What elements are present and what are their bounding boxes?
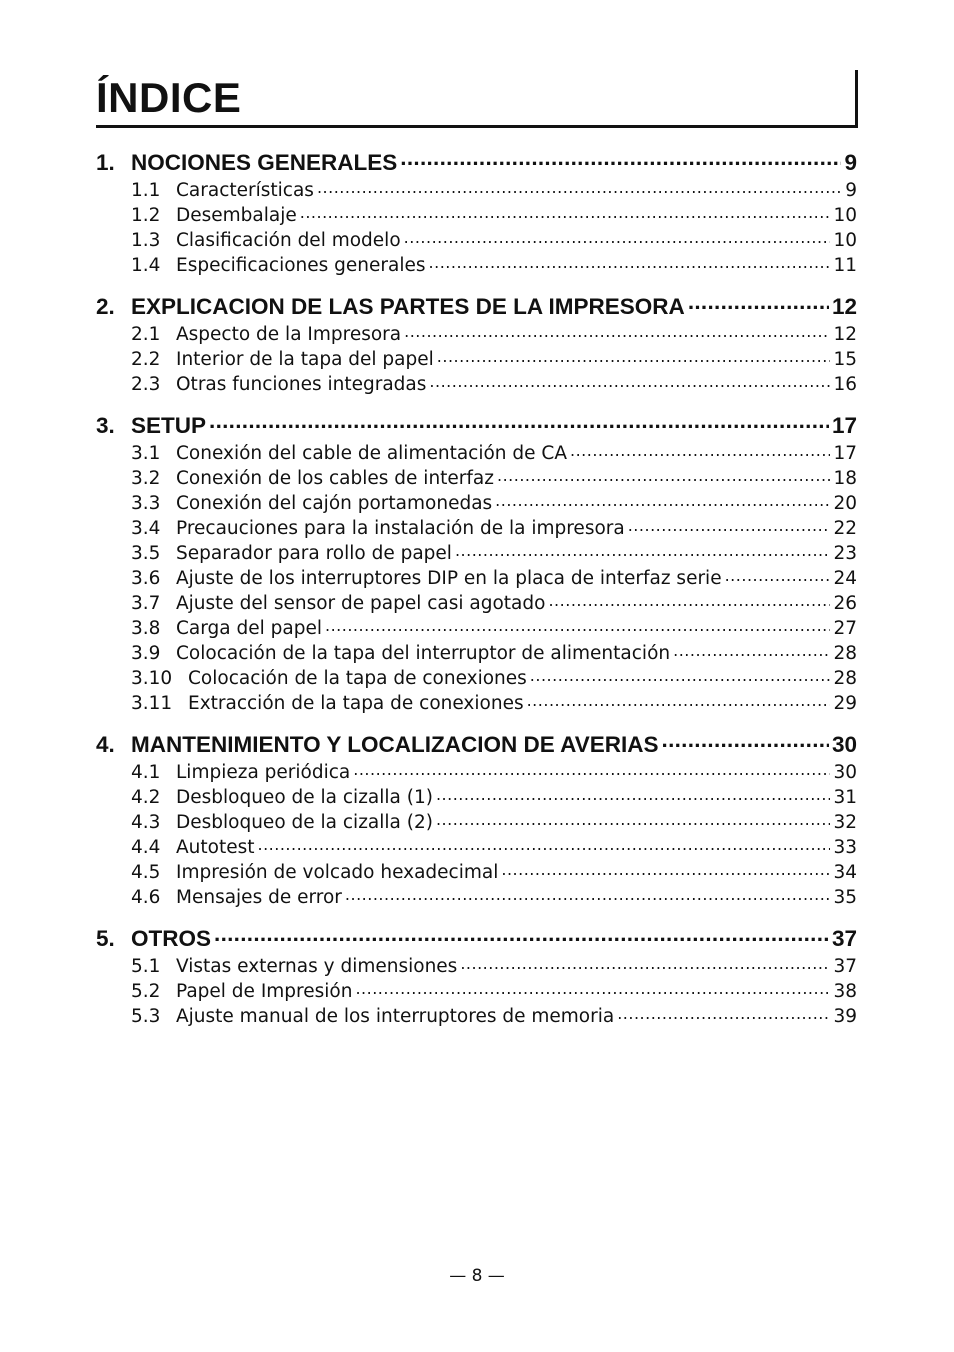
item-page: 17 [833,442,857,464]
dot-leader [400,147,841,170]
item-title: Características [176,179,314,201]
section-number: 5. [96,925,115,951]
item-page: 9 [845,179,857,201]
item-number: 3.9 [131,642,161,664]
dot-leader [404,227,831,246]
item-page: 12 [833,323,857,345]
section-page: 17 [831,412,857,438]
item-number: 4.4 [131,836,161,858]
toc-sub-entry[interactable] [96,465,857,490]
item-page: 27 [833,617,857,639]
dot-leader [570,440,830,459]
item-title: Limpieza periódica [176,761,351,783]
item-title: Separador para rollo de papel [176,542,452,564]
section-number: 3. [96,412,115,438]
toc-sub-entry[interactable] [96,690,857,715]
item-number: 2.1 [131,323,161,345]
dot-leader [404,321,830,340]
dot-leader [355,978,830,997]
toc-section-3 [96,410,857,715]
section-page: 9 [844,149,857,175]
toc-sub-entry[interactable] [96,640,857,665]
toc-sub-entry[interactable] [96,346,857,371]
item-title: Otras funciones integradas [176,373,427,395]
section-title: EXPLICACION DE LAS PARTES DE LA IMPRESORA [131,293,685,319]
item-title: Clasificación del modelo [176,229,401,251]
toc-sub-entry[interactable] [96,953,857,978]
item-page: 18 [833,467,857,489]
title-block [96,70,858,128]
item-page: 34 [833,861,857,883]
dot-leader [455,540,831,559]
section-title: OTROS [131,925,212,951]
item-page: 37 [833,955,857,977]
toc-sub-entry[interactable] [96,371,857,396]
toc-sub-entry[interactable] [96,590,857,615]
item-number: 2.3 [131,373,161,395]
dot-leader [688,291,829,314]
dot-leader [214,923,829,946]
section-number: 2. [96,293,115,319]
item-title: Carga del papel [176,617,322,639]
toc-main-entry[interactable] [96,410,857,440]
item-number: 4.5 [131,861,161,883]
item-page: 26 [833,592,857,614]
item-page: 11 [833,254,857,276]
toc-sub-entry[interactable] [96,177,857,202]
section-page: 37 [831,925,857,951]
item-number: 3.3 [131,492,161,514]
dot-leader [725,565,831,584]
toc-sub-entry[interactable] [96,884,857,909]
section-page: 30 [831,731,857,757]
item-title: Ajuste de los interruptores DIP en la placa de interfaz serie [176,567,722,589]
item-title: Aspecto de la Impresora [176,323,402,345]
item-title: Mensajes de error [176,886,342,908]
toc-sub-entry[interactable] [96,859,857,884]
toc-sub-entry[interactable] [96,540,857,565]
item-title: Autotest [176,836,255,858]
dot-leader [436,809,831,828]
item-title: Impresión de volcado hexadecimal [176,861,499,883]
toc-sub-entry[interactable] [96,515,857,540]
toc-sub-entry[interactable] [96,759,857,784]
dot-leader [673,640,830,659]
dot-leader [501,859,830,878]
dot-leader [497,465,830,484]
item-page: 24 [833,567,857,589]
toc-sub-entry[interactable] [96,202,857,227]
item-page: 23 [833,542,857,564]
item-number: 3.2 [131,467,161,489]
item-number: 5.1 [131,955,161,977]
item-number: 4.3 [131,811,161,833]
item-title: Papel de Impresión [176,980,353,1002]
toc-sub-entry[interactable] [96,252,857,277]
toc-sub-entry[interactable] [96,321,857,346]
toc-main-entry[interactable] [96,291,857,321]
item-number: 1.3 [131,229,161,251]
toc-sub-entry[interactable] [96,809,857,834]
item-number: 4.6 [131,886,161,908]
item-title: Conexión del cajón portamonedas [176,492,493,514]
dot-leader [617,1003,830,1022]
item-page: 10 [833,204,857,226]
dot-leader [527,690,831,709]
item-page: 35 [833,886,857,908]
item-title: Colocación de la tapa del interruptor de alimentación [176,642,671,664]
dot-leader [662,729,829,752]
item-page: 38 [833,980,857,1002]
dot-leader [437,346,831,365]
toc-sub-entry[interactable] [96,978,857,1003]
section-page: 12 [831,293,857,319]
item-title: Vistas externas y dimensiones [176,955,458,977]
item-page: 30 [833,761,857,783]
item-number: 3.8 [131,617,161,639]
dot-leader [548,590,830,609]
item-number: 1.2 [131,204,161,226]
item-title: Desbloqueo de la cizalla (1) [176,786,433,808]
item-title: Extracción de la tapa de conexiones [188,692,524,714]
toc-section-1 [96,147,857,277]
toc-sub-entry[interactable] [96,665,857,690]
toc-sub-entry[interactable] [96,784,857,809]
item-number: 3.5 [131,542,161,564]
toc-sub-entry[interactable] [96,615,857,640]
item-number: 4.2 [131,786,161,808]
toc-section-2 [96,291,857,396]
dot-leader [317,177,842,196]
toc-section-4 [96,729,857,909]
page-title: ÍNDICE [96,74,242,121]
toc-sub-entry[interactable] [96,227,857,252]
item-page: 29 [833,692,857,714]
toc-sub-entry[interactable] [96,490,857,515]
item-number: 2.2 [131,348,161,370]
item-title: Interior de la tapa del papel [176,348,434,370]
dot-leader [429,252,831,271]
item-number: 3.11 [131,692,173,714]
item-title: Conexión del cable de alimentación de CA [176,442,567,464]
item-title: Desembalaje [176,204,297,226]
item-number: 1.4 [131,254,161,276]
item-title: Precauciones para la instalación de la impresora [176,517,625,539]
dot-leader [345,884,831,903]
item-page: 31 [833,786,857,808]
dot-leader [325,615,830,634]
item-page: 28 [833,642,857,664]
item-number: 5.3 [131,1005,161,1027]
dot-leader [436,784,831,803]
toc-sub-entry[interactable] [96,440,857,465]
toc-sub-entry[interactable] [96,834,857,859]
dot-leader [530,665,831,684]
item-page: 33 [833,836,857,858]
section-number: 4. [96,731,115,757]
dot-leader [495,490,830,509]
item-title: Colocación de la tapa de conexiones [188,667,527,689]
item-number: 3.10 [131,667,173,689]
section-title: NOCIONES GENERALES [131,149,398,175]
item-page: 16 [833,373,857,395]
dot-leader [460,953,830,972]
item-title: Conexión de los cables de interfaz [176,467,494,489]
item-title: Ajuste del sensor de papel casi agotado [176,592,546,614]
toc-main-entry[interactable] [96,147,857,177]
item-page: 39 [833,1005,857,1027]
item-number: 3.1 [131,442,161,464]
item-title: Ajuste manual de los interruptores de memoria [176,1005,615,1027]
item-page: 28 [833,667,857,689]
item-number: 1.1 [131,179,161,201]
item-number: 3.6 [131,567,161,589]
item-page: 32 [833,811,857,833]
item-number: 5.2 [131,980,161,1002]
item-number: 3.7 [131,592,161,614]
dot-leader [353,759,830,778]
toc-main-entry[interactable] [96,923,857,953]
section-title: MANTENIMIENTO Y LOCALIZACION DE AVERIAS [131,731,659,757]
item-title: Desbloqueo de la cizalla (2) [176,811,433,833]
item-page: 20 [833,492,857,514]
toc-section-5 [96,923,857,1028]
dot-leader [209,410,829,433]
toc-main-entry[interactable] [96,729,857,759]
toc-sub-entry[interactable] [96,565,857,590]
item-page: 22 [833,517,857,539]
item-page: 10 [833,229,857,251]
dot-leader [628,515,831,534]
dot-leader [257,834,830,853]
section-title: SETUP [131,412,207,438]
toc-sub-entry[interactable] [96,1003,857,1028]
dot-leader [300,202,831,221]
section-number: 1. [96,149,115,175]
item-number: 3.4 [131,517,161,539]
item-page: 15 [833,348,857,370]
item-title: Especificaciones generales [176,254,426,276]
table-of-contents [96,147,857,1042]
item-number: 4.1 [131,761,161,783]
dot-leader [429,371,830,390]
page-number: — 8 — [449,1266,505,1286]
